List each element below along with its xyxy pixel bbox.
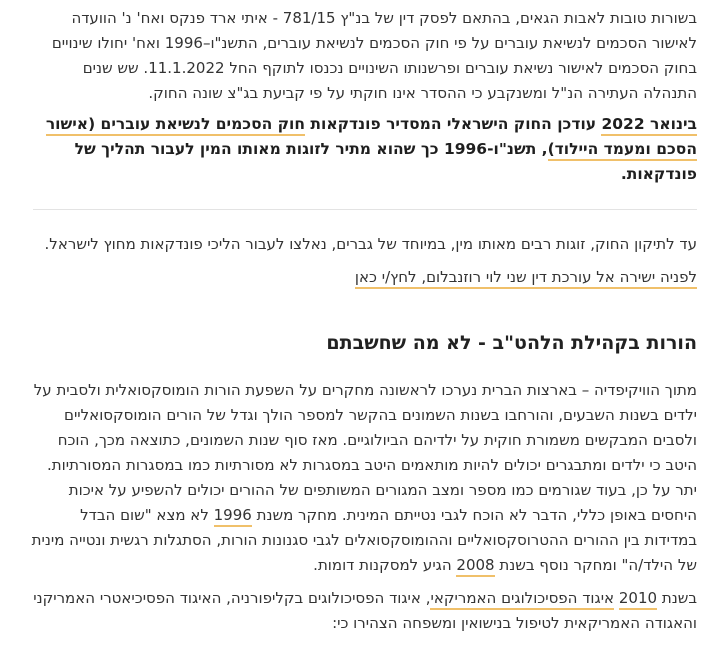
apa-link[interactable]: איגוד הפסיכולוגים האמריקאי bbox=[430, 589, 614, 610]
law-update-text-2: , תשנ"ו-1996 כך שהוא מתיר לזוגות מאותו המין לעבור תהליך של פונדקאות. bbox=[74, 140, 697, 183]
before-amendment-paragraph bbox=[25, 232, 697, 257]
section-divider bbox=[33, 209, 697, 210]
article-body bbox=[25, 0, 697, 636]
section-heading: הורות בקהילת הלהט"ב - לא מה שחשבתם bbox=[326, 332, 697, 354]
research-text-2: לא מצא "שום הבדל במדידות בין ההורים ההטרוסקסואליים וההומוסקסואלים לגבי סגנונות הורות, הסתגלות רגשית ונטייה מינית של הילד/ה" ומחקר נוסף בשנת bbox=[31, 506, 697, 574]
surrogacy-law-link[interactable]: חוק הסכמים לנשיאת עוברים (אישור הסכם ומעמד היילוד) bbox=[46, 115, 697, 161]
study-1996-link[interactable]: 1996 bbox=[214, 506, 252, 527]
january-2022-link[interactable]: בינואר 2022 bbox=[601, 115, 697, 136]
year-2010-link[interactable]: 2010 bbox=[619, 589, 657, 610]
contact-lawyer-link[interactable]: לפניה ישירה אל עורכת דין שני לוי רוזנבלום, לחץ/י כאן bbox=[355, 268, 697, 289]
law-update-text-1: עודכן החוק הישראלי המסדיר פונדקאות bbox=[305, 115, 602, 133]
intro-paragraph bbox=[25, 6, 697, 106]
intro-text: בשורות טובות לאבות הגאים, בהתאם לפסק דין של בנ"ץ 781/15 - איתי ארד פנקס ואח' נ' הוועדה לאישור הסכמים לנשיאת עוברים על פי חוק הסכמים לנשיאת עוברים, התשנ"ו–1996 ואח' יחולו שינויים בחוק הסכמים לאישור נשיאת עוברים ופרשנותו השינויים נכנסו לתוקף החל 11.1.2022. שש שנים התנהלה העתירה הנ"ל ומשנקבע כי ההסדר אינו חוקתי על פי קביעת בג"צ שונה החוק. bbox=[51, 9, 697, 102]
law-update-paragraph bbox=[25, 112, 697, 187]
associations-paragraph bbox=[25, 586, 697, 636]
research-text-1: מתוך הוויקיפדיה – בארצות הברית נערכו לראשונה מחקרים על השפעת הורות הומוסקסואלית ולסבית על ילדים בשנות השבעים, והורחבו בשנות השמונים בהקשר למספר הולך וגדל של הורים הומוסקסואליים ולסבים המבקשים משמורת חוקית על ילדיהם הביולוגיים. מאז סוף שנות השמונים, כתוצאה מכך, הוכח היטב כי ילדים ומתבגרים יכולים להיות מותאמים היטב במסגרות לא מסורתיות כמו במסגרות המסורתיות. יתר על כן, בעוד שגורמים כמו מספר ומצב המגורים המשותפים של ההורים יכולים להשפיע על איכות היחסים באופן כללי, הדבר לא הוכח לגבי נטייתם המינית. מחקר משנת bbox=[33, 381, 697, 524]
research-text-3: הגיע למסקנות דומות. bbox=[313, 556, 457, 574]
associations-text-1: בשנת bbox=[657, 589, 697, 607]
associations-text-3: , איגוד הפסיכולוגים בקליפורניה, האיגוד הפסיכיאטרי האמריקני והאגודה האמריקאית לטיפול בנישואין ומשפחה הצהירו כי: bbox=[33, 589, 697, 632]
research-paragraph bbox=[25, 378, 697, 578]
contact-paragraph bbox=[25, 265, 697, 290]
study-2008-link[interactable]: 2008 bbox=[456, 556, 494, 577]
before-amendment-text: עד לתיקון החוק, זוגות רבים מאותו מין, במיוחד של גברים, נאלצו לעבור הליכי פונדקאות מחוץ לישראל. bbox=[44, 235, 697, 253]
